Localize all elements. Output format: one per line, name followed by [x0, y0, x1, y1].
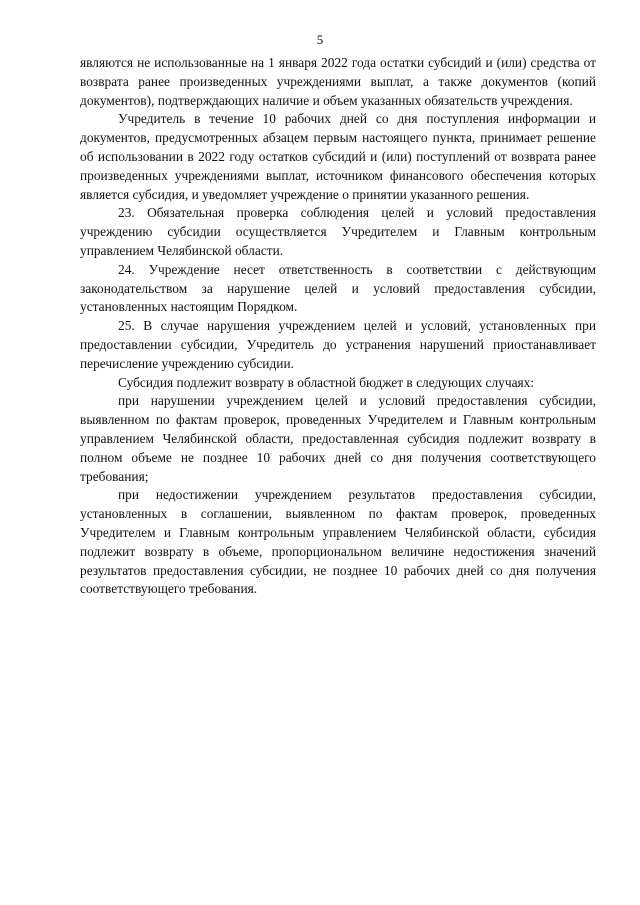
paragraph-item-23: 23. Обязательная проверка соблюдения целей и условий предоставления учреждению субсидии осуществляется Учредителем и Главным контрольным управлением Челябинской области. — [80, 205, 596, 258]
paragraph-item-24: 24. Учреждение несет ответственность в соответствии с действующим законодательством за нарушение целей и условий предоставления субсидии, установленных настоящим Порядком. — [80, 261, 596, 315]
paragraph-refund-violation: при нарушении учреждением целей и условий предоставления субсидии, выявленном по фактам проверок, проведенных Учредителем и Главным контрольным управлением Челябинской области, предоставленная субсидия подлежит возврату в полном объеме не позднее 10 рабочих дней со дня получения соответствующего требования; — [80, 393, 596, 484]
paragraph-continuation: являются не использованные на 1 января 2022 года остатки субсидий и (или) средства от возврата ранее произведенных учреждениями выплат, а также документов (копий документов), подтверждающих наличие и объем указанных обязательств учреждения. — [80, 55, 596, 108]
paragraph-item-25: 25. В случае нарушения учреждением целей и условий, установленных при предоставлении субсидии, Учредитель до устранения нарушений приостанавливает перечисление учреждению субсидии. — [80, 318, 596, 371]
paragraph-refund-cases: Субсидия подлежит возврату в областной бюджет в следующих случаях: — [118, 374, 535, 390]
paragraph-founder-decision: Учредитель в течение 10 рабочих дней со дня поступления информации и документов, предусмотренных абзацем первым настоящего пункта, принимает решение об использовании в 2022 году остатков субсидий и (или) поступлений от возврата ранее произведенных учреждениями выплат, источником финансового обеспечения которых является субсидия, и уведомляет учреждение о принятии указанного решения. — [80, 111, 596, 202]
page-number: 5 — [316, 32, 324, 47]
paragraph-refund-underachievement: при недостижении учреждением результатов предоставления субсидии, установленных в соглашении, выявленном по фактам проверок, проведенных Учредителем и Главным контрольным управлением Челябинской области, субсидия подлежит возврату в объеме, пропорциональном величине недостижения значений результатов предоставления субсидии, не позднее 10 рабочих дней со дня получения соответствующего требования. — [80, 487, 596, 597]
document-body — [80, 54, 596, 599]
